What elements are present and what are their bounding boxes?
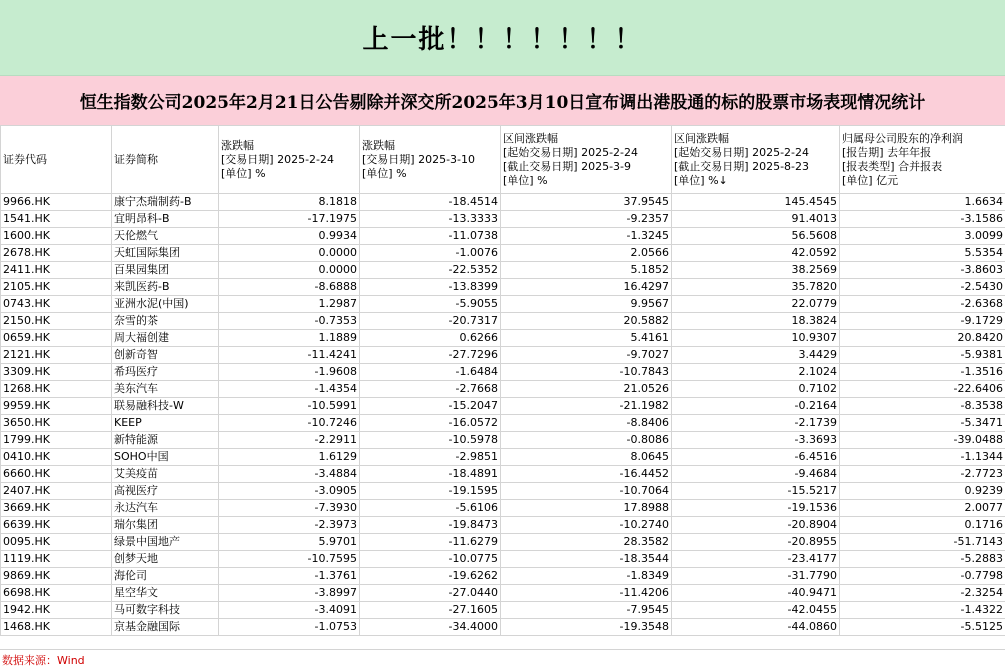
cell-net-profit: -51.7143 <box>840 534 1005 551</box>
cell-code: 2150.HK <box>1 313 112 330</box>
cell-change-0224: -0.7353 <box>219 313 360 330</box>
column-header-line: 证券代码 <box>3 152 47 166</box>
cell-name: 康宁杰瑞制药-B <box>112 194 219 211</box>
column-header-line: [单位] 亿元 <box>842 173 899 187</box>
cell-range-0224-0823: 56.5608 <box>672 228 840 245</box>
cell-net-profit: -1.3516 <box>840 364 1005 381</box>
cell-range-0224-0309: 2.0566 <box>501 245 672 262</box>
cell-range-0224-0309: 8.0645 <box>501 449 672 466</box>
cell-range-0224-0309: -9.2357 <box>501 211 672 228</box>
cell-code: 2411.HK <box>1 262 112 279</box>
cell-range-0224-0823: 42.0592 <box>672 245 840 262</box>
cell-net-profit: -5.2883 <box>840 551 1005 568</box>
cell-change-0224: -3.0905 <box>219 483 360 500</box>
cell-name: 绿景中国地产 <box>112 534 219 551</box>
table-row <box>1 449 1005 466</box>
table-row <box>1 381 1005 398</box>
cell-change-0224: -10.7595 <box>219 551 360 568</box>
cell-name: 亚洲水泥(中国) <box>112 296 219 313</box>
table-row <box>1 619 1005 636</box>
column-header-line: 涨跌幅 <box>362 138 395 152</box>
cell-range-0224-0309: -7.9545 <box>501 602 672 619</box>
cell-net-profit: 0.9239 <box>840 483 1005 500</box>
table-row <box>1 466 1005 483</box>
cell-name: 海伦司 <box>112 568 219 585</box>
cell-change-0310: -20.7317 <box>360 313 501 330</box>
cell-change-0310: -2.9851 <box>360 449 501 466</box>
footer-divider <box>0 649 1005 650</box>
table-row <box>1 568 1005 585</box>
cell-range-0224-0823: -20.8904 <box>672 517 840 534</box>
cell-range-0224-0823: 18.3824 <box>672 313 840 330</box>
cell-range-0224-0823: -23.4177 <box>672 551 840 568</box>
cell-name: 希玛医疗 <box>112 364 219 381</box>
cell-range-0224-0309: -1.8349 <box>501 568 672 585</box>
column-header-line: [截止交易日期] 2025-8-23 <box>674 159 810 173</box>
cell-change-0224: -2.2911 <box>219 432 360 449</box>
cell-name: 天伦燃气 <box>112 228 219 245</box>
cell-change-0224: -11.4241 <box>219 347 360 364</box>
cell-range-0224-0309: -19.3548 <box>501 619 672 636</box>
cell-net-profit: 5.5354 <box>840 245 1005 262</box>
table-row <box>1 398 1005 415</box>
cell-range-0224-0823: 10.9307 <box>672 330 840 347</box>
cell-change-0310: -5.9055 <box>360 296 501 313</box>
table-row <box>1 500 1005 517</box>
cell-name: 创新奇智 <box>112 347 219 364</box>
cell-net-profit: -5.5125 <box>840 619 1005 636</box>
cell-range-0224-0823: -42.0455 <box>672 602 840 619</box>
column-header-line: 证券简称 <box>114 152 158 166</box>
column-header-line: 归属母公司股东的净利润 <box>842 131 963 145</box>
cell-name: 美东汽车 <box>112 381 219 398</box>
cell-range-0224-0309: 9.9567 <box>501 296 672 313</box>
column-header-line: [单位] %↓ <box>674 173 728 187</box>
cell-range-0224-0309: -10.7064 <box>501 483 672 500</box>
table-row <box>1 585 1005 602</box>
cell-change-0224: 0.0000 <box>219 245 360 262</box>
cell-change-0310: -19.8473 <box>360 517 501 534</box>
cell-change-0310: -10.0775 <box>360 551 501 568</box>
cell-range-0224-0823: -44.0860 <box>672 619 840 636</box>
cell-range-0224-0309: -21.1982 <box>501 398 672 415</box>
cell-range-0224-0823: 0.7102 <box>672 381 840 398</box>
table-row <box>1 551 1005 568</box>
cell-change-0224: -1.9608 <box>219 364 360 381</box>
stock-table <box>0 125 1005 636</box>
cell-code: 1468.HK <box>1 619 112 636</box>
cell-name: 瑞尔集团 <box>112 517 219 534</box>
cell-change-0224: 8.1818 <box>219 194 360 211</box>
cell-code: 1799.HK <box>1 432 112 449</box>
cell-code: 6639.HK <box>1 517 112 534</box>
cell-net-profit: -3.8603 <box>840 262 1005 279</box>
cell-net-profit: -2.5430 <box>840 279 1005 296</box>
cell-code: 1268.HK <box>1 381 112 398</box>
column-header-line: [起始交易日期] 2025-2-24 <box>674 145 810 159</box>
cell-net-profit: 0.1716 <box>840 517 1005 534</box>
cell-code: 6660.HK <box>1 466 112 483</box>
column-header-net-profit[interactable] <box>840 126 1005 194</box>
cell-change-0224: -3.4884 <box>219 466 360 483</box>
table-row <box>1 313 1005 330</box>
cell-net-profit: -5.9381 <box>840 347 1005 364</box>
column-header-change-0310[interactable] <box>360 126 501 194</box>
column-header-line: [截止交易日期] 2025-3-9 <box>503 159 632 173</box>
cell-range-0224-0823: -31.7790 <box>672 568 840 585</box>
column-header-line: 区间涨跌幅 <box>503 131 558 145</box>
cell-range-0224-0309: -9.7027 <box>501 347 672 364</box>
table-row <box>1 415 1005 432</box>
column-header-range-0224-0823[interactable] <box>672 126 840 194</box>
column-header-range-0224-0309[interactable] <box>501 126 672 194</box>
cell-name: 永达汽车 <box>112 500 219 517</box>
cell-change-0310: 0.6266 <box>360 330 501 347</box>
cell-change-0224: -1.0753 <box>219 619 360 636</box>
cell-name: 星空华文 <box>112 585 219 602</box>
cell-change-0224: -10.5991 <box>219 398 360 415</box>
table-row <box>1 364 1005 381</box>
cell-range-0224-0309: 20.5882 <box>501 313 672 330</box>
cell-net-profit: -9.1729 <box>840 313 1005 330</box>
cell-range-0224-0309: 37.9545 <box>501 194 672 211</box>
column-header-line: [报表类型] 合并报表 <box>842 159 943 173</box>
cell-change-0224: -17.1975 <box>219 211 360 228</box>
cell-net-profit: -22.6406 <box>840 381 1005 398</box>
cell-range-0224-0309: -11.4206 <box>501 585 672 602</box>
cell-name: 奈雪的茶 <box>112 313 219 330</box>
cell-code: 2407.HK <box>1 483 112 500</box>
cell-code: 0095.HK <box>1 534 112 551</box>
cell-range-0224-0823: 35.7820 <box>672 279 840 296</box>
column-header-code[interactable] <box>1 126 112 194</box>
cell-range-0224-0823: -3.3693 <box>672 432 840 449</box>
table-row <box>1 432 1005 449</box>
cell-change-0224: -10.7246 <box>219 415 360 432</box>
cell-name: 艾美疫苗 <box>112 466 219 483</box>
cell-code: 3309.HK <box>1 364 112 381</box>
cell-range-0224-0309: 5.1852 <box>501 262 672 279</box>
column-header-name[interactable] <box>112 126 219 194</box>
cell-change-0310: -11.6279 <box>360 534 501 551</box>
cell-range-0224-0309: 17.8988 <box>501 500 672 517</box>
table-row <box>1 602 1005 619</box>
cell-range-0224-0823: 22.0779 <box>672 296 840 313</box>
cell-change-0310: -15.2047 <box>360 398 501 415</box>
cell-code: 3669.HK <box>1 500 112 517</box>
cell-code: 0743.HK <box>1 296 112 313</box>
cell-net-profit: 3.0099 <box>840 228 1005 245</box>
cell-change-0310: -13.3333 <box>360 211 501 228</box>
cell-code: 1541.HK <box>1 211 112 228</box>
cell-name: 联易融科技-W <box>112 398 219 415</box>
cell-code: 1600.HK <box>1 228 112 245</box>
cell-range-0224-0823: 3.4429 <box>672 347 840 364</box>
column-header-line: [交易日期] 2025-3-10 <box>362 152 476 166</box>
cell-range-0224-0823: -40.9471 <box>672 585 840 602</box>
cell-code: 1119.HK <box>1 551 112 568</box>
cell-range-0224-0309: -10.7843 <box>501 364 672 381</box>
cell-net-profit: -1.1344 <box>840 449 1005 466</box>
cell-change-0224: -2.3973 <box>219 517 360 534</box>
cell-range-0224-0823: -9.4684 <box>672 466 840 483</box>
cell-change-0310: -11.0738 <box>360 228 501 245</box>
cell-change-0310: -27.7296 <box>360 347 501 364</box>
table-row <box>1 517 1005 534</box>
cell-change-0224: -1.4354 <box>219 381 360 398</box>
cell-name: 新特能源 <box>112 432 219 449</box>
cell-code: 3650.HK <box>1 415 112 432</box>
cell-change-0310: -1.0076 <box>360 245 501 262</box>
cell-change-0310: -1.6484 <box>360 364 501 381</box>
header-row <box>1 126 1005 194</box>
cell-code: 2678.HK <box>1 245 112 262</box>
table-row <box>1 330 1005 347</box>
data-source: 数据来源：Wind <box>2 654 85 667</box>
cell-range-0224-0823: -2.1739 <box>672 415 840 432</box>
cell-name: 京基金融国际 <box>112 619 219 636</box>
cell-range-0224-0309: -8.8406 <box>501 415 672 432</box>
cell-change-0224: -3.8997 <box>219 585 360 602</box>
subtitle-bar <box>0 76 1005 125</box>
cell-net-profit: -5.3471 <box>840 415 1005 432</box>
cell-range-0224-0823: -6.4516 <box>672 449 840 466</box>
cell-name: 宜明昂科-B <box>112 211 219 228</box>
cell-name: 高视医疗 <box>112 483 219 500</box>
cell-range-0224-0309: 16.4297 <box>501 279 672 296</box>
table-row <box>1 262 1005 279</box>
cell-change-0224: 1.6129 <box>219 449 360 466</box>
cell-name: 百果园集团 <box>112 262 219 279</box>
cell-change-0310: -19.6262 <box>360 568 501 585</box>
column-header-line: [起始交易日期] 2025-2-24 <box>503 145 639 159</box>
cell-name: KEEP <box>112 415 219 432</box>
cell-code: 6698.HK <box>1 585 112 602</box>
cell-change-0224: 1.2987 <box>219 296 360 313</box>
table-row <box>1 534 1005 551</box>
column-header-line: [单位] % <box>221 166 266 180</box>
banner-title: 上一批！！！！！！！ <box>362 25 643 55</box>
cell-range-0224-0823: 91.4013 <box>672 211 840 228</box>
cell-change-0310: -19.1595 <box>360 483 501 500</box>
cell-range-0224-0823: -15.5217 <box>672 483 840 500</box>
cell-name: 天虹国际集团 <box>112 245 219 262</box>
table-row <box>1 296 1005 313</box>
column-header-line: [交易日期] 2025-2-24 <box>221 152 335 166</box>
cell-change-0310: -18.4514 <box>360 194 501 211</box>
table-row <box>1 245 1005 262</box>
cell-change-0310: -2.7668 <box>360 381 501 398</box>
table-row <box>1 279 1005 296</box>
cell-code: 1942.HK <box>1 602 112 619</box>
column-header-line: [单位] % <box>503 173 548 187</box>
cell-change-0224: 5.9701 <box>219 534 360 551</box>
cell-net-profit: 2.0077 <box>840 500 1005 517</box>
cell-change-0224: -7.3930 <box>219 500 360 517</box>
cell-range-0224-0823: -20.8955 <box>672 534 840 551</box>
cell-change-0224: -8.6888 <box>219 279 360 296</box>
cell-range-0224-0309: 28.3582 <box>501 534 672 551</box>
cell-net-profit: -0.7798 <box>840 568 1005 585</box>
cell-code: 2105.HK <box>1 279 112 296</box>
cell-range-0224-0309: -10.2740 <box>501 517 672 534</box>
cell-range-0224-0309: 5.4161 <box>501 330 672 347</box>
cell-change-0310: -27.0440 <box>360 585 501 602</box>
cell-name: SOHO中国 <box>112 449 219 466</box>
cell-range-0224-0823: -19.1536 <box>672 500 840 517</box>
cell-change-0224: -1.3761 <box>219 568 360 585</box>
cell-change-0310: -16.0572 <box>360 415 501 432</box>
cell-name: 创梦天地 <box>112 551 219 568</box>
cell-code: 9869.HK <box>1 568 112 585</box>
cell-net-profit: 20.8420 <box>840 330 1005 347</box>
column-header-line: 涨跌幅 <box>221 138 254 152</box>
cell-code: 2121.HK <box>1 347 112 364</box>
cell-change-0310: -10.5978 <box>360 432 501 449</box>
column-header-line: 区间涨跌幅 <box>674 131 729 145</box>
table-row <box>1 347 1005 364</box>
cell-range-0224-0823: -0.2164 <box>672 398 840 415</box>
table-row <box>1 483 1005 500</box>
table-row <box>1 228 1005 245</box>
cell-code: 9966.HK <box>1 194 112 211</box>
cell-net-profit: -3.1586 <box>840 211 1005 228</box>
banner <box>0 0 1005 76</box>
cell-change-0310: -22.5352 <box>360 262 501 279</box>
cell-code: 9959.HK <box>1 398 112 415</box>
cell-net-profit: -8.3538 <box>840 398 1005 415</box>
cell-change-0310: -34.4000 <box>360 619 501 636</box>
table-title: 恒生指数公司2025年2月21日公告剔除并深交所2025年3月10日宣布调出港股通的标的股票市场表现情况统计 <box>79 93 926 113</box>
cell-net-profit: -39.0488 <box>840 432 1005 449</box>
cell-range-0224-0309: -1.3245 <box>501 228 672 245</box>
cell-name: 周大福创建 <box>112 330 219 347</box>
cell-range-0224-0823: 38.2569 <box>672 262 840 279</box>
cell-change-0310: -27.1605 <box>360 602 501 619</box>
cell-net-profit: 1.6634 <box>840 194 1005 211</box>
cell-range-0224-0309: -0.8086 <box>501 432 672 449</box>
cell-range-0224-0309: -18.3544 <box>501 551 672 568</box>
cell-change-0224: 1.1889 <box>219 330 360 347</box>
cell-code: 0410.HK <box>1 449 112 466</box>
cell-net-profit: -1.4322 <box>840 602 1005 619</box>
table-row <box>1 211 1005 228</box>
cell-range-0224-0823: 145.4545 <box>672 194 840 211</box>
cell-name: 马可数字科技 <box>112 602 219 619</box>
cell-change-0310: -5.6106 <box>360 500 501 517</box>
column-header-line: [单位] % <box>362 166 407 180</box>
cell-net-profit: -2.7723 <box>840 466 1005 483</box>
cell-change-0310: -18.4891 <box>360 466 501 483</box>
cell-net-profit: -2.3254 <box>840 585 1005 602</box>
column-header-change-0224[interactable] <box>219 126 360 194</box>
cell-range-0224-0309: 21.0526 <box>501 381 672 398</box>
cell-name: 来凯医药-B <box>112 279 219 296</box>
cell-net-profit: -2.6368 <box>840 296 1005 313</box>
cell-range-0224-0309: -16.4452 <box>501 466 672 483</box>
cell-code: 0659.HK <box>1 330 112 347</box>
cell-change-0224: 0.9934 <box>219 228 360 245</box>
cell-change-0310: -13.8399 <box>360 279 501 296</box>
column-header-line: [报告期] 去年年报 <box>842 145 932 159</box>
table-row <box>1 194 1005 211</box>
cell-change-0224: 0.0000 <box>219 262 360 279</box>
cell-range-0224-0823: 2.1024 <box>672 364 840 381</box>
cell-change-0224: -3.4091 <box>219 602 360 619</box>
